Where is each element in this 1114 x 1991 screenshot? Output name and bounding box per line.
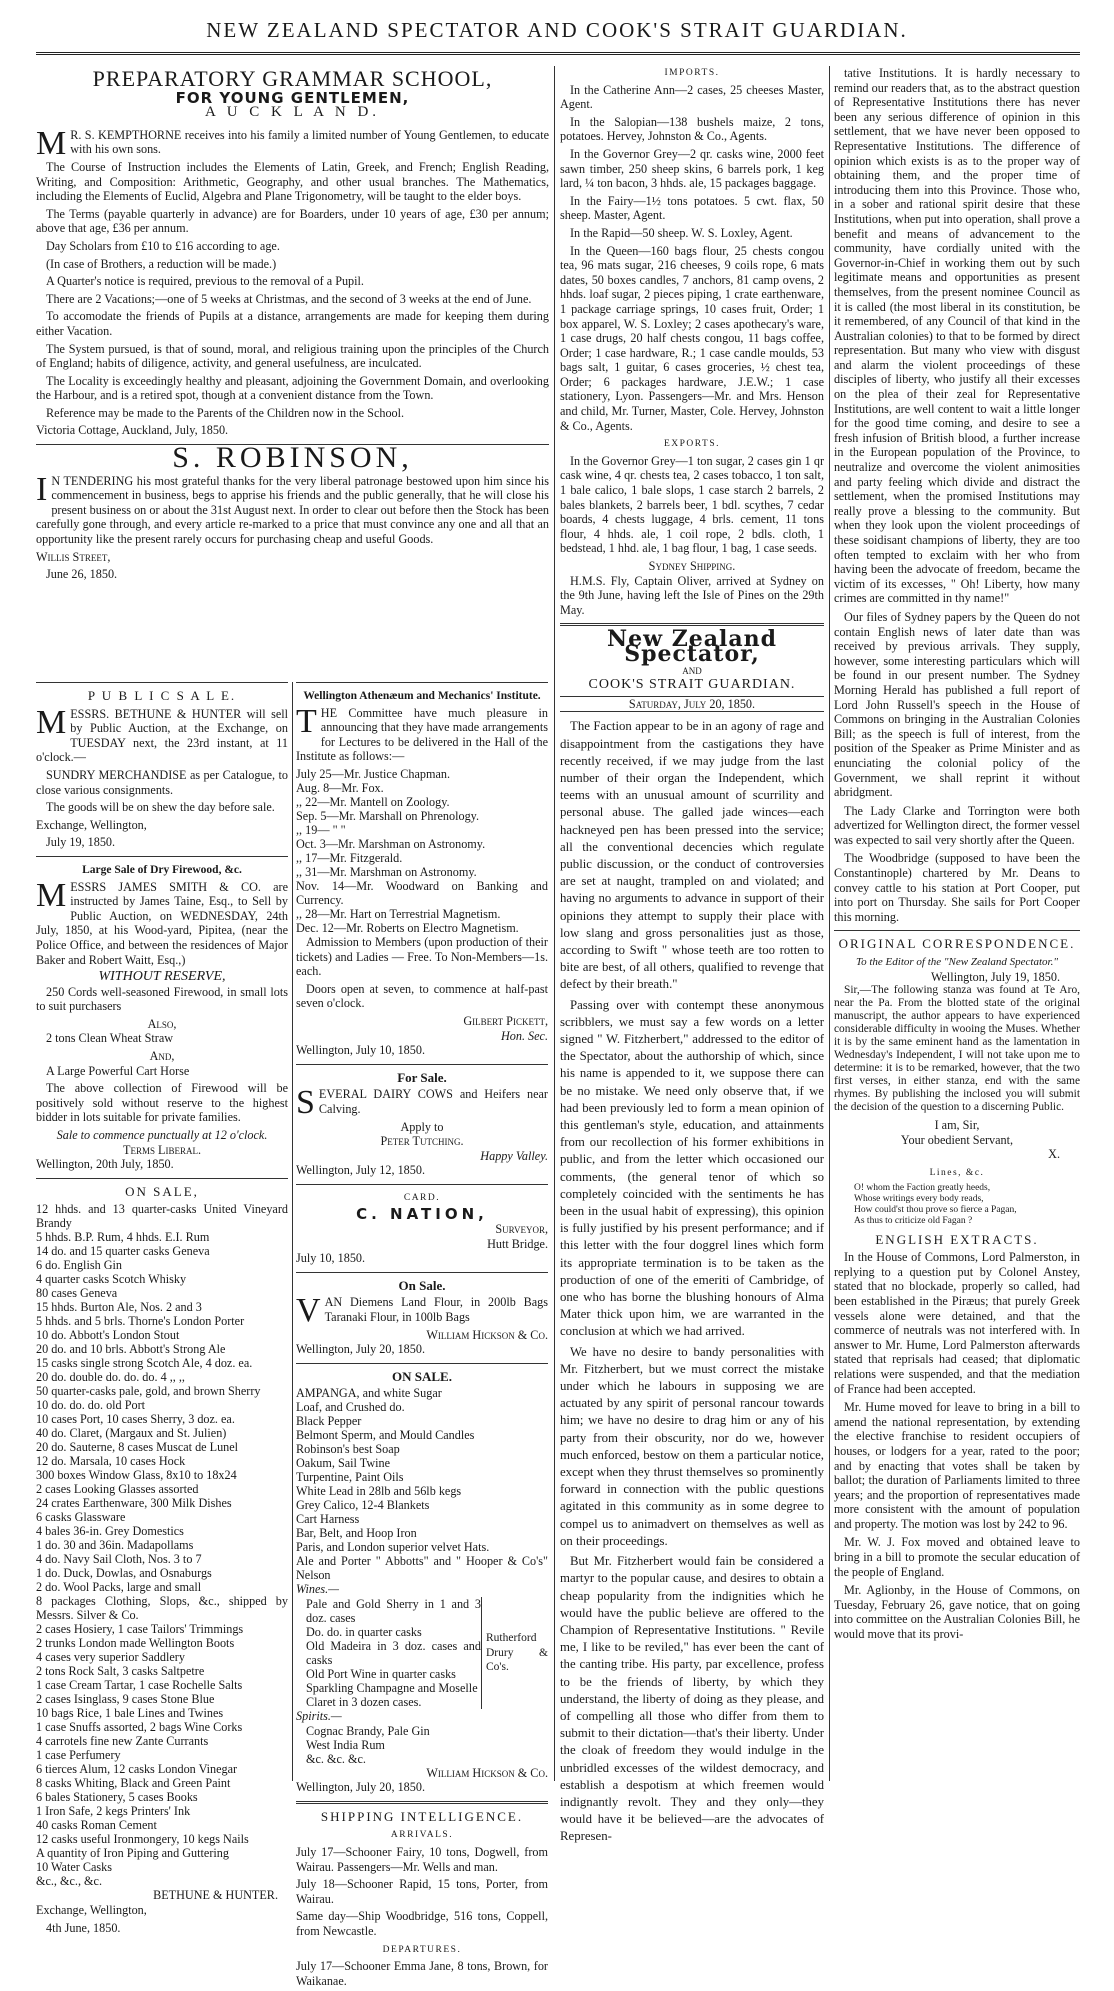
lecture-item: Aug. 8—Mr. Fox. [296,780,384,795]
divider [296,682,548,683]
wine-item: Sparkling Champagne and Moselle [306,1681,478,1695]
list-item: 10 do. do. do. old Port [36,1398,146,1413]
school-para: M R. S. KEMPTHORNE receives into his family a limited number of Young Gentlemen, to educate with his own sons. [36,124,549,162]
list-item: 80 cases Geneva [36,1286,118,1301]
list-item: 10 Water Casks [36,1860,112,1875]
poem-line: O! whom the Faction greatly heeds, [854,1182,991,1193]
arrival-item: Same day—Ship Woodbridge, 516 tons, Coppell, from Newcastle. [296,1909,548,1938]
wines-label: Wines.— [296,1582,339,1597]
departures-list [296,1959,548,1988]
import-item: In the Catherine Ann—2 cases, 25 cheeses Master, Agent. [560,82,824,112]
list-item: 4 do. Navy Sail Cloth, Nos. 3 to 7 [36,1552,202,1567]
article-paragraph: Our files of Sydney papers by the Queen do not contain English news of later date than was received by previous arrivals. They supply, however, some interesting particulars which will be found in our present number. The Sydney Morning Herald has published a full report of Lord John Russell's speech in the House of Commons on bringing in the Australian Colonies Bill; as the speech is full of interest, from the position of the Speaker as Prime Minister and as enunciating the colonial policy of the Government, we shall reprint it without abridgment. [834,609,1080,800]
card-role: Surveyor, [495,1222,548,1237]
onsale-date: 4th June, 1850. [46,1920,121,1935]
list-item: 12 hhds. and 13 quarter-casks United Vineyard Brandy [36,1202,288,1231]
list-item: 24 crates Earthenware, 300 Milk Dishes [36,1496,232,1511]
lecture-item: Dec. 12—Mr. Roberts on Electro Magnetism. [296,920,519,935]
list-item: Oakum, Sail Twine [296,1456,391,1471]
divider [296,1272,548,1273]
public-sale-items: SUNDRY MERCHANDISE as per Catalogue, to close various consignments. [36,767,288,797]
poem-line: Whose writings every body reads, [854,1193,984,1204]
list-item: 10 cases Port, 10 cases Sherry, 3 doz. ea. [36,1412,235,1427]
school-para: A Quarter's notice is required, previous to the removal of a Pupil. [46,274,364,289]
list-item: 2 cases Isinglass, 9 cases Stone Blue [36,1692,215,1707]
flour-date: Wellington, July 20, 1850. [296,1342,426,1357]
list-item: Grey Calico, 12-4 Blankets [296,1498,430,1513]
list-item: 1 case Snuffs assorted, 2 bags Wine Corks [36,1720,243,1735]
lecture-item: ,, 22—Mr. Mantell on Zoology. [296,794,450,809]
dairy-apply: Apply to [400,1119,444,1134]
robinson-date: June 26, 1850. [46,567,118,582]
divider [36,682,288,683]
list-item: Black Pepper [296,1414,362,1429]
list-item: 4 bales 36-in. Grey Domestics [36,1524,184,1539]
wine-item: Old Port Wine in quarter casks [306,1667,456,1681]
masthead: NEW ZEALAND SPECTATOR AND COOK'S STRAIT GUARDIAN. [206,18,908,42]
onsale2-date: Wellington, July 20, 1850. [296,1780,426,1795]
onsale-list [36,1202,288,1888]
lines-label: Lines, &c. [929,1168,985,1178]
imports-title: IMPORTS. [664,68,720,78]
correspondence-sign1: I am, Sir, [934,1118,980,1133]
list-item: 8 casks Whiting, Black and Green Paint [36,1776,231,1791]
list-item: 40 casks Roman Cement [36,1818,157,1833]
onsale-place: Exchange, Wellington, [36,1903,147,1917]
editorial-paragraph: We have no desire to bandy personalities with Mr. Fitzherbert, but we must correct the mistake under which he labours in supposing we are actuated by any spirit of personal rancour towards him; we have no desire to drag him or any of his party from their obscurity, nor do we, however much enforced, bestow on them a particular notice, except when they thrust themselves so prominently forward in connection with the public questions agitated in this community as in some degree to compel us to animadvert on themselves as well as on their proceedings. [560,1344,824,1548]
public-sale-body: MESSRS. BETHUNE & HUNTER will sell by Public Auction, at the Exchange, on TUESDAY next, the 23rd instant, at 11 o'clock.— [36,703,288,765]
onsale2-list [296,1386,548,1582]
list-item: 10 do. Abbott's London Stout [36,1328,180,1343]
dairy-date: Wellington, July 12, 1850. [296,1163,426,1178]
list-item: 2 tons Rock Salt, 3 casks Saltpetre [36,1664,205,1679]
dairy-body: SEVERAL DAIRY COWS and Heifers near Calving. [296,1084,548,1122]
spirit-item: Cognac Brandy, Pale Gin [306,1723,430,1738]
wine-brace: Rutherford Drury & Co's. [481,1597,548,1709]
column-1b [296,682,548,1991]
editorial-paragraph: But Mr. Fitzherbert would fain be considered a martyr to the popular cause, and desires to obtain a cheap popularity from the indignities which he would have the public believe are offered to the Champion of Representative Institutions. " Revile me, I like to be reviled," has ever been the cant of the canting tribe. His party, par excellence, profess to be the friends of liberty, by which they understand, the liberty of doing as they please, and of compelling all those who differ from them to submit to their dictation—that's their liberty. Under the cloak of freedom they would indulge in the unbridled excesses of the wildest democracy, and establish a despotism at which freemen would indignantly revolt. They and they only—they would have it be believed—are the advocates of Represen- [560,1554,824,1844]
firewood-line: A Large Powerful Cart Horse [46,1063,190,1078]
firewood-commence: Sale to commence punctually at 12 o'clock. [56,1128,268,1143]
imports-list [560,83,824,434]
wine-item: Old Madeira in 3 doz. cases and casks [306,1639,481,1667]
poem-line: As thus to criticize old Fagan ? [854,1215,973,1226]
list-item: Bar, Belt, and Hoop Iron [296,1526,417,1541]
school-signature: Victoria Cottage, Auckland, July, 1850. [36,423,229,438]
list-item: Loaf, and Crushed do. [296,1400,405,1415]
import-item: In the Rapid—50 sheep. W. S. Loxley, Agent. [570,225,793,240]
extract-paragraph: In the House of Commons, Lord Palmerston, in replying to a question put by Colonel Anstey, stated that no blockade, properly so called, had been established in the Piræus; that purely Greek vessels alone were detained, and that the commerce of neutrals was not interfered with. In answer to Mr. Hume, Lord Palmerston afterwards stated that reprisals had ceased; that diplomatic relations were suspended, and that the mediation of France had been accepted. [834,1250,1080,1396]
card-name: C. NATION, [356,1205,488,1224]
import-item: In the Fairy—1½ tons potatoes. 5 cwt. flax, 50 sheep. Master, Agent. [560,193,824,223]
lecture-item: July 25—Mr. Justice Chapman. [296,766,451,781]
list-item: 6 bales Stationery, 5 cases Books [36,1790,198,1805]
correspondence-sign3: X. [1048,1147,1060,1162]
list-item: 6 do. English Gin [36,1258,122,1273]
sydney-title: Sydney Shipping. [648,559,736,573]
lecture-item: ,, 19— " " [296,822,346,837]
list-item: 1 case Cream Tartar, 1 case Rochelle Salts [36,1678,243,1693]
card-place: Hutt Bridge. [487,1236,548,1251]
flour-signature: William Hickson & Co. [426,1327,548,1342]
list-item: Robinson's best Soap [296,1442,400,1457]
paper-date: Saturday, July 20, 1850. [560,696,824,713]
column-divider [829,66,830,1781]
sydney-body: H.M.S. Fly, Captain Oliver, arrived at Sydney on the 9th June, having left the Isle of Pines on the 29th May. [560,573,824,617]
list-item: 20 do. double do. do. do. 4 ,, ,, [36,1370,185,1385]
athenaeum-doors: Doors open at seven, to commence at half-past seven o'clock. [296,981,548,1011]
lecture-list [296,767,548,935]
spirits-label: Spirits.— [296,1709,342,1723]
athenaeum-body: THE Committee have much pleasure in announcing that they have made arrangements for Lectures to be delivered in the Hall of the Institute as follows:— [296,702,548,764]
exports-body: In the Governor Grey—1 ton sugar, 2 cases gin 1 qr cask wine, 4 qr. chests tea, 2 cases tobacco, 1 ton salt, 1 bale calico, 1 bale slops, 1 case starch 2 barrels, 2 bales blankets, 2 barrels beer, 1 bdl. scythes, 7 cedar boards, 4 chests luggage, 4 brls. cement, 11 tons flour, 4 hhds. ale, 1 coil rope, 2 bdls. cloth, 1 bedstead, 1 hhd. ale, 1 bag flour, 1 bag, 1 case seeds. [560,453,824,556]
list-item: 8 packages Clothing, Slops, &c., shipped by Messrs. Silver & Co. [36,1594,288,1623]
arrival-item: July 17—Schooner Fairy, 10 tons, Dogwell, from Wairau. Passengers—Mr. Wells and man. [296,1844,548,1874]
robinson-street: Willis Street, [36,549,111,564]
robinson-title: S. ROBINSON, [172,441,413,475]
list-item: Cart Harness [296,1512,360,1527]
lecture-item: Oct. 3—Mr. Marshman on Astronomy. [296,836,486,851]
article-paragraph: The Lady Clarke and Torrington were both advertized for Wellington direct, the former vessel was expected to sail very shortly after the Queen. [834,803,1080,847]
onsale-signature: BETHUNE & HUNTER. [153,1888,278,1903]
extract-paragraph: Mr. Hume moved for leave to bring in a bill to amend the national representation, by extending the elective franchise to resident occupiers of houses, or lodgers for a year, rated to the poor; and by enacting that votes shall be taken by ballot; the duration of Parliaments limited to three years; and the proportion of representatives made more consistent with the amount of population and property. The motion was lost by 242 to 96. [834,1400,1080,1531]
poem [834,1183,1080,1227]
spirit-item: West India Rum [306,1737,385,1752]
school-para: The System pursued, is that of sound, moral, and religious training upon the principles of the Church of England; habits of diligence, activity, and general usefulness, are inculcated. [36,341,549,371]
list-item: 12 casks useful Ironmongery, 10 kegs Nails [36,1832,249,1847]
onsale2-signature: William Hickson & Co. [426,1765,548,1780]
list-item: 5 hhds. B.P. Rum, 4 hhds. E.I. Rum [36,1230,210,1245]
school-para: The Terms (payable quarterly in advance) are for Boarders, under 10 years of age, £30 per annum; above that age, £36 per annum. [36,206,549,236]
public-sale-title: P U B L I C S A L E. [87,688,237,703]
list-item: AMPANGA, and white Sugar [296,1386,442,1401]
athenaeum-title: Wellington Athenæum and Mechanics' Institute. [303,690,541,702]
divider [296,1184,548,1185]
list-item: 2 cases Looking Glasses assorted [36,1482,199,1497]
editorial-paragraph: Passing over with contempt these anonymous scribblers, we must say a few words on a letter signed " W. Fitzherbert," addressed to the editor of the Spectator, about the authorship of which, since his name is appended to it, we suppose there can be no mistake. We need only observe that, if we had been previously led to form a mean opinion of this gentleman's style, education, and attainments from our recollection of his former exhibitions in public, and from the letter which occasioned our comments, (the general tenor of which so completely coincided with the sentiments he has been in the usual habit of expressing), this opinion is fully justified by his present performance; and if this letter with the four doggrel lines which form its appropriate termination is to be taken as the production of one of the emeriti of Cambridge, of one who has borne the blushing honours of Alma Mater thick upon him, we are warranted in the conclusion at which we had arrived. [560,997,824,1339]
list-item: 4 cases very superior Saddlery [36,1650,185,1665]
article-paragraph: The Woodbridge (supposed to have been the Constantinople) chartered by Mr. Deans to convey cattle to his station at Port Cooper, put into port on Thursday. She sails for Port Cooper this morning. [834,851,1080,924]
list-item: 5 hhds. and 5 brls. Thorne's London Porter [36,1314,245,1329]
dairy-title: For Sale. [397,1069,447,1085]
firewood-line: The above collection of Firewood will be positively sold without reserve to the highest bidder in lots suitable for private families. [36,1081,288,1125]
list-item: 1 Iron Safe, 2 kegs Printers' Ink [36,1804,191,1819]
school-para: The Course of Instruction includes the Elements of Latin, Greek, and French; English Reading, Writing, and Composition: Arithmetic, Geography, and other usual branches. The Mathematics, including the Elements of Euclid, Algebra and Plane Trigonometry, will be taught to the elder boys. [36,159,549,204]
firewood-also: Also, [147,1016,177,1031]
card-label: CARD. [403,1192,441,1203]
exports-title: EXPORTS. [663,439,721,450]
list-item: 2 do. Wool Packs, large and small [36,1580,202,1595]
list-item: Belmont Sperm, and Mould Candles [296,1428,475,1443]
list-item: 1 do. 30 and 36in. Madapollams [36,1538,194,1553]
list-item: 6 casks Glassware [36,1510,126,1525]
firewood-and: And, [149,1049,175,1064]
list-item: 40 do. Claret, (Margaux and St. Julien) [36,1426,227,1441]
onsale-title: ON SALE, [125,1183,199,1199]
list-item: Turpentine, Paint Oils [296,1470,404,1485]
poem-line: How could'st thou prove so fierce a Pagan, [854,1204,1017,1215]
school-para: There are 2 Vacations;—one of 5 weeks at Christmas, and the second of 3 weeks at the end of June. [46,291,532,306]
firewood-terms: Terms Liberal. [123,1142,201,1157]
school-title: PREPARATORY GRAMMAR SCHOOL, [92,66,493,91]
spirit-list [296,1724,548,1766]
column-3 [834,66,1080,1646]
paper-and: AND [682,665,702,676]
paper-name: New Zealand Spectator, [606,626,777,667]
firewood-line: 250 Cords well-seasoned Firewood, in small lots to suit purchasers [36,984,288,1014]
article-paragraph: tative Institutions. It is hardly necessary to remind our readers that, as to the abstract question of Representative Institutions there has never been any serious difference of opinion in this settlement, that we have never been opposed to Representative Institutions. The difference of opinion which exists is as to the proper way of obtaining them, and the proper time of introducing them into this Province. Those who, in a sober and rational spirit desire that these Institutions, when put into operation, shall prove a benefit and means of advancement to the community, have cordially united with the Governor-in-Chief in working them out by such legitimate means and opportunities as present themselves, from the present nominee Council as it is called (the most liberal in its constitution, be it remembered, of any Council of that kind in the Australian colonies) to that to be formed by direct representation. But many who view with disgust and alarm the violent proceedings of these disciples of liberty, who justify all their excesses on the plea of their zeal for Representative Institutions, are well content to wait a little longer for the good time coming, and desire to see a fresh infusion of British blood, a further increase in the European population of the Province, to neutralize and overcome the violent animosities and party feeling which divide and distract the settlement, when the promised Institutions may really prove a blessing to the community. But when they look upon the violent proceedings of these soidisant champions of liberty, they are too often tempted to exclaim with her who from having been the advocate of freedom, became the victim of its excesses, " Oh! Liberty, how many crimes are committed in thy name!" [834,66,1080,606]
correspondence-body: Sir,—The following stanza was found at Te Aro, near the Pa. From the blotted state of the original manuscript, the author appears to have experienced considerable difficulty in wooing the Muses. Whether it is by the same eminent hand as the lamentation in Wednesday's Independent, I will not take upon me to determine: it is to be remarked, however, that the two first verses, in either stanza, end with the same rhymes. By publishing the inclosed you will submit the decision of the question to a discerning Public. [834,984,1080,1114]
divider [834,930,1080,931]
correspondence-title: ORIGINAL CORRESPONDENCE. [838,936,1076,952]
card-date: July 10, 1850. [296,1251,366,1266]
dairy-place: Happy Valley. [480,1148,548,1163]
list-item: 300 boxes Window Glass, 8x10 to 18x24 [36,1468,237,1483]
list-item: 12 do. Marsala, 10 cases Hock [36,1454,186,1469]
list-item: 6 tierces Alum, 12 casks London Vinegar [36,1762,238,1777]
list-item: 1 do. Duck, Dowlas, and Osnaburgs [36,1566,212,1581]
athenaeum-admission: Admission to Members (upon production of their tickets) and Ladies — Free. To Non-Members—1s. each. [296,934,548,979]
list-item: &c., &c., &c. [36,1874,102,1889]
shipping-title: SHIPPING INTELLIGENCE. [320,1808,524,1824]
arrivals-label: ARRIVALS. [390,1830,454,1841]
list-item: 20 do. and 10 brls. Abbott's Strong Ale [36,1342,226,1357]
wines-block [296,1597,548,1709]
list-item: White Lead in 28lb and 56lb kegs [296,1484,462,1499]
col3-body [834,66,1080,924]
divider [296,1064,548,1065]
paper-subtitle: COOK'S STRAIT GUARDIAN. [588,677,796,693]
column-divider [292,682,293,1781]
firewood-line: 2 tons Clean Wheat Straw [46,1031,174,1046]
firewood-body: MESSRS JAMES SMITH & CO. are instructed by James Taine, Esq., to Sell by Public Auction, on WEDNESDAY, 24th July, 1850, at his Wood-yard, Pipitea, (near the Police Office, and between the residences of Major Baker and Robert Waitt, Esq.,) [36,876,288,967]
list-item: 15 casks single strong Scotch Ale, 4 doz. ea. [36,1356,253,1371]
firewood-date: Wellington, 20th July, 1850. [36,1157,174,1172]
list-item: A quantity of Iron Piping and Guttering [36,1846,229,1861]
lecture-item: ,, 17—Mr. Fitzgerald. [296,850,403,865]
dairy-name: Peter Tutching. [380,1134,464,1149]
correspondence-sign2: Your obedient Servant, [900,1132,1014,1147]
firewood-title: Large Sale of Dry Firewood, &c. [82,863,242,876]
school-para: The Locality is exceedingly healthy and pleasant, adjoining the Government Domain, and overlooking the Harbour, and is a retired spot, though at a convenient distance from the Town. [36,373,549,403]
flour-title: On Sale. [398,1277,446,1293]
school-para: (In case of Brothers, a reduction will be made.) [46,256,277,271]
list-item: 14 do. and 15 quarter casks Geneva [36,1244,210,1259]
lecture-item: ,, 28—Mr. Hart on Terrestrial Magnetism. [296,906,501,921]
departures-label: DEPARTURES. [382,1944,462,1955]
arrivals-list [296,1845,548,1939]
onsale2-title: ON SALE. [392,1368,452,1384]
import-item: In the Salopian—138 bushels maize, 2 tons, potatoes. Hervey, Johnston & Co., Agents. [560,114,824,144]
extracts-title: ENGLISH EXTRACTS. [875,1231,1039,1247]
school-para: To accomodate the friends of Pupils at a distance, arrangements are made for keeping them during either Vacation. [36,309,549,338]
athenaeum-date: Wellington, July 10, 1850. [296,1043,426,1058]
list-item: Ale and Porter " Abbotts" and " Hooper & Co's" Nelson [296,1554,548,1583]
extracts-body [834,1250,1080,1641]
import-item: In the Governor Grey—2 qr. casks wine, 2000 feet sawn timber, 250 sheep skins, 6 barrels pork, 1 keg lard, ¼ ton bacon, 3 hhds. ale, 15 packages baggage. [560,146,824,191]
editorial-paragraph: The Faction appear to be in an agony of rage and disappointment from the castigations they have recently received, if we may judge from the last number of their organ the Independent, which teems with an unusual amount of scurrility and personal abuse. The galled jade winces—each hackneyed pen has been pressed into the service; all the conventional decencies which regulate public discussion, or the conduct of controversies are set at naught, trampled on and violated; and having no arguments to advance in support of their opinions they attempt to supply their place with low slang and gross personalities just as those, according to Swift " whose teeth are too rotten to bite are best, of all others, qualified to revenge that defect by their breath." [560,719,824,992]
list-item: 4 quarter casks Scotch Whisky [36,1272,187,1287]
public-sale-date: July 19, 1850. [46,835,116,850]
column-2 [560,66,824,1849]
list-item: 2 trunks London made Wellington Boots [36,1636,235,1651]
arrival-item: July 18—Schooner Rapid, 15 tons, Porter, from Wairau. [296,1877,548,1906]
wine-item: Do. do. in quarter casks [306,1625,422,1639]
firewood-reserve: WITHOUT RESERVE, [98,969,226,985]
divider [36,1178,288,1179]
list-item: 20 do. Sauterne, 8 cases Muscat de Lunel [36,1440,239,1455]
spirit-item: &c. &c. &c. [306,1751,366,1766]
school-place: A U C K L A N D. [204,104,381,121]
extract-paragraph: Mr. W. J. Fox moved and obtained leave to bring in a bill to promote the secular education of the people of England. [834,1535,1080,1579]
public-sale-place: Exchange, Wellington, [36,817,147,832]
divider [36,856,288,857]
school-for: FOR YOUNG GENTLEMEN, [175,88,410,107]
list-item: Paris, and London superior velvet Hats. [296,1540,490,1555]
column-1a [36,682,288,1938]
editorial-body [560,718,824,1845]
school-para: Day Scholars from £10 to £16 according to age. [46,238,280,253]
flour-body: VAN Diemens Land Flour, in 200lb Bags Taranaki Flour, in 100lb Bags [296,1292,548,1330]
correspondence-date: Wellington, July 19, 1850. [930,969,1060,984]
list-item: 50 quarter-casks pale, gold, and brown Sherry [36,1384,261,1399]
list-item: 10 bags Rice, 1 bale Lines and Twines [36,1706,224,1721]
list-item: 4 carrotels fine new Zante Currants [36,1734,209,1749]
list-item: 1 case Perfumery [36,1748,121,1763]
list-item: 2 cases Hosiery, 1 case Tailors' Trimmings [36,1622,244,1637]
athenaeum-signer: Gilbert Pickett, [463,1013,548,1028]
column-divider [554,66,555,1781]
divider [296,1801,548,1804]
lecture-item: Nov. 14—Mr. Woodward on Banking and Currency. [296,878,548,907]
masthead-rule [36,52,1080,55]
departure-item: July 17—Schooner Emma Jane, 8 tons, Brown, for Waikanae. [296,1959,548,1988]
robinson-body: I N TENDERING his most grateful thanks for the very liberal patronage bestowed upon him since his commencement in business, begs to apprise his friends and the public generally, that he will close his present business on or about the 31st August next. In order to clear out before then the Stock has been carefully gone through, and every article re-marked to a price that must convince any one and all that an opportunity like the present rarely occurs for purchasing cheap and useful Goods. [36,470,549,547]
wine-item: Pale and Gold Sherry in 1 and 3 doz. cases [306,1597,481,1625]
correspondence-to: To the Editor of the "New Zealand Spectator." [856,956,1058,969]
wine-item: Claret in 3 dozen cases. [306,1695,422,1709]
wine-list [296,1597,481,1709]
import-item: In the Queen—160 bags flour, 25 chests congou tea, 96 mats sugar, 216 cheeses, 9 coils rope, 6 mats dates, 50 boxes candles, 7 anchors, 81 camp ovens, 2 hhds. loaf sugar, 2 pieces piping, 1 crate earthenware, 1 package carriage springs, 10 cases fruit, Order; 1 box apparel, W. S. Loxley; 2 cases apothecary's ware, 1 case drugs, 20 half chests congou, 11 bags coffee, Order; 1 case hardware, R.; 1 case candle moulds, 53 bags salt, 1 guitar, 6 cases groceries, ½ chest tea, Order; 6 packages hardware, J.E.W.; 1 case stationery, Lyon. Passengers—Mr. and Mrs. Henson and child, Mr. Turner, Master, Cole. Hervey, Johnston & Co., Agents. [560,243,824,433]
athenaeum-role: Hon. Sec. [500,1028,548,1043]
lecture-item: Sep. 5—Mr. Marshall on Phrenology. [296,808,480,823]
public-sale-note: The goods will be on shew the day before sale. [46,800,275,815]
school-para: Reference may be made to the Parents of the Children now in the School. [46,405,405,420]
extract-paragraph: Mr. Aglionby, in the House of Commons, on Tuesday, February 26, gave notice, that on going into committee on the Australian Colonies Bill, he would move that its provi- [834,1583,1080,1642]
divider [296,1363,548,1364]
lecture-item: ,, 31—Mr. Marshman on Astronomy. [296,864,477,879]
column-1-top [36,66,549,585]
list-item: 15 hhds. Burton Ale, Nos. 2 and 3 [36,1300,202,1315]
